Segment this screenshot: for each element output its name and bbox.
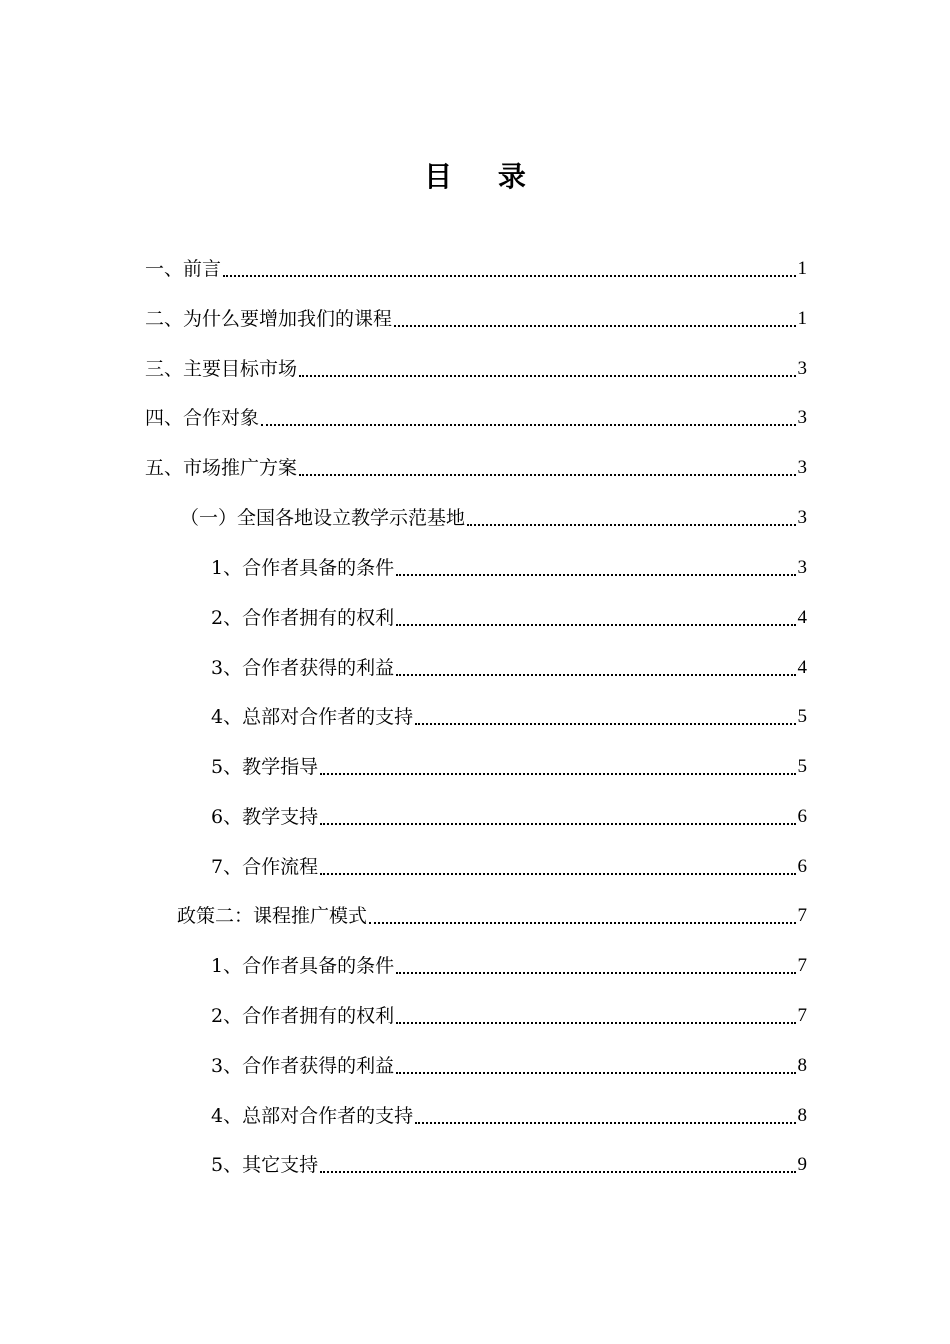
- toc-page-number: 8: [797, 1055, 807, 1076]
- toc-entry[interactable]: [177, 899, 807, 933]
- toc-entry[interactable]: [145, 401, 807, 435]
- toc-entry-label: 5、教学指导: [211, 756, 319, 778]
- toc-page-number: 8: [797, 1105, 807, 1126]
- toc-entry-label: 7、合作流程: [211, 856, 319, 878]
- dot-leader: [299, 374, 795, 377]
- toc-page-number: 6: [797, 856, 807, 877]
- toc-page-number: 3: [797, 557, 807, 578]
- dot-leader: [320, 772, 795, 775]
- toc-entry-label: 四、合作对象: [145, 407, 260, 429]
- toc-entry-label: 二、为什么要增加我们的课程: [145, 308, 393, 330]
- dot-leader: [396, 1021, 795, 1024]
- toc-entry[interactable]: [211, 800, 807, 834]
- toc-page-number: 7: [797, 1005, 807, 1026]
- toc-page-number: 3: [797, 507, 807, 528]
- dot-leader: [415, 1121, 795, 1124]
- dot-leader: [396, 573, 795, 576]
- dot-leader: [394, 324, 795, 327]
- dot-leader: [415, 722, 795, 725]
- toc-page-number: 7: [797, 905, 807, 926]
- toc-entry-label: （一）全国各地设立教学示范基地: [180, 507, 466, 529]
- toc-entry-label: 5、其它支持: [211, 1154, 319, 1176]
- toc-entry[interactable]: [211, 850, 807, 884]
- toc-entry-label: 4、总部对合作者的支持: [211, 1105, 414, 1127]
- toc-entry-label: 2、合作者拥有的权利: [211, 607, 395, 629]
- dot-leader: [369, 921, 795, 924]
- toc-entry[interactable]: [211, 999, 807, 1033]
- toc-entry[interactable]: [211, 1148, 807, 1182]
- dot-leader: [467, 523, 795, 526]
- toc-page-number: 4: [797, 657, 807, 678]
- toc-entry[interactable]: [145, 252, 807, 286]
- toc-entry[interactable]: [145, 302, 807, 336]
- toc-entry-label: 三、主要目标市场: [145, 358, 298, 380]
- toc-page-number: 5: [797, 756, 807, 777]
- toc-entry[interactable]: [211, 551, 807, 585]
- dot-leader: [223, 274, 795, 277]
- toc-entry-label: 一、前言: [145, 258, 222, 280]
- dot-leader: [396, 623, 795, 626]
- toc-entry[interactable]: [211, 601, 807, 635]
- toc-entry[interactable]: [211, 750, 807, 784]
- toc-page-number: 9: [797, 1154, 807, 1175]
- toc-page-number: 6: [797, 806, 807, 827]
- toc-page-number: 3: [797, 457, 807, 478]
- toc-page-number: 3: [797, 407, 807, 428]
- toc-page-number: 1: [797, 258, 807, 279]
- toc-page-number: 1: [797, 308, 807, 329]
- toc-entry[interactable]: [145, 451, 807, 485]
- toc-entry-label: 6、教学支持: [211, 806, 319, 828]
- dot-leader: [396, 673, 795, 676]
- toc-page-number: 4: [797, 607, 807, 628]
- toc-entry[interactable]: [211, 700, 807, 734]
- toc-entry[interactable]: [145, 352, 807, 386]
- toc-entry-label: 4、总部对合作者的支持: [211, 706, 414, 728]
- dot-leader: [396, 971, 795, 974]
- toc-entry-label: 3、合作者获得的利益: [211, 1055, 395, 1077]
- toc-page-number: 5: [797, 706, 807, 727]
- toc-entry[interactable]: [211, 949, 807, 983]
- dot-leader: [320, 822, 795, 825]
- toc-entry-label: 1、合作者具备的条件: [211, 955, 395, 977]
- toc-title: 目 录: [424, 160, 544, 193]
- toc-entry-label: 2、合作者拥有的权利: [211, 1005, 395, 1027]
- toc-entry[interactable]: [180, 501, 807, 535]
- toc-entry-label: 政策二：课程推广模式: [177, 905, 368, 927]
- dot-leader: [299, 473, 795, 476]
- toc-entry[interactable]: [211, 651, 807, 685]
- dot-leader: [396, 1071, 795, 1074]
- toc-entry[interactable]: [211, 1099, 807, 1133]
- toc-page-number: 7: [797, 955, 807, 976]
- toc-entry-label: 五、市场推广方案: [145, 457, 298, 479]
- dot-leader: [320, 872, 795, 875]
- toc-entry-label: 1、合作者具备的条件: [211, 557, 395, 579]
- dot-leader: [261, 423, 795, 426]
- toc-page-number: 3: [797, 358, 807, 379]
- dot-leader: [320, 1170, 795, 1173]
- toc-entry[interactable]: [211, 1049, 807, 1083]
- toc-entry-label: 3、合作者获得的利益: [211, 657, 395, 679]
